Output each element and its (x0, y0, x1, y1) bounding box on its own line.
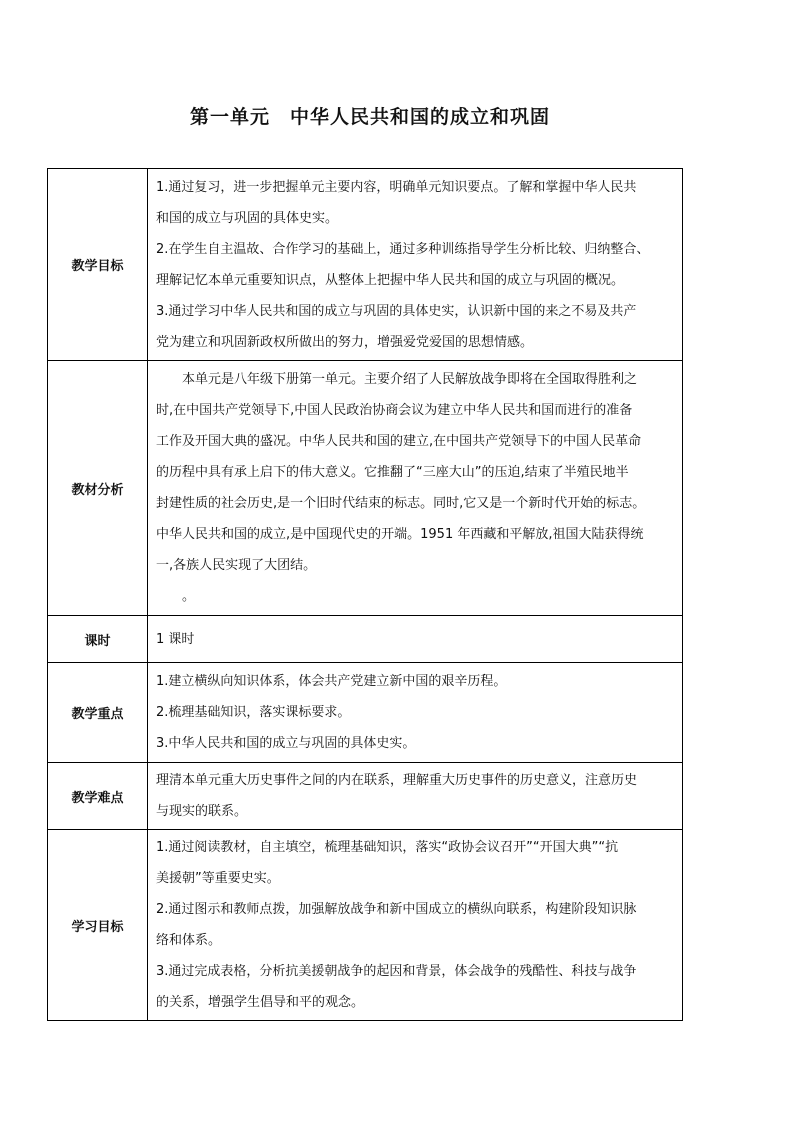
content-line: 工作及开国大典的盛况。中华人民共和国的建立,在中国共产党领导下的中国人民革命 (156, 434, 642, 449)
table-row-teaching-difficulties (48, 763, 683, 830)
page-title: 第一单元 中华人民共和国的成立和巩固 (189, 106, 550, 128)
row-label: 教学重点 (48, 663, 148, 763)
row-content (148, 169, 683, 361)
row-content (148, 830, 683, 1021)
content-line: 1 课时 (156, 631, 195, 647)
table-row-material-analysis (48, 361, 683, 616)
content-line: 3.通过学习中华人民共和国的成立与巩固的具体史实，认识新中国的来之不易及共产 (156, 303, 637, 319)
content-line: 2.在学生自主温故、合作学习的基础上，通过多种训练指导学生分析比较、归纳整合、 (156, 241, 650, 257)
content-line: 理清本单元重大历史事件之间的内在联系，理解重大历史事件的历史意义，注意历史 (156, 773, 638, 788)
content-line: 的历程中具有承上启下的伟大意义。它推翻了“三座大山”的压迫,结束了半殖民地半 (156, 465, 629, 480)
row-content (148, 361, 683, 616)
content-line: 络和体系。 (156, 933, 222, 948)
content-line: 理解记忆本单元重要知识点，从整体上把握中华人民共和国的成立与巩固的概况。 (156, 272, 625, 288)
content-line: 美援朝”等重要史实。 (156, 871, 280, 886)
content-line: 2.梳理基础知识，落实课标要求。 (156, 705, 351, 720)
content-line: 与现实的联系。 (156, 804, 248, 819)
content-line: 3.中华人民共和国的成立与巩固的具体史实。 (156, 736, 416, 751)
content-line: 2.通过图示和教师点拨，加强解放战争和新中国成立的横纵向联系，构建阶段知识脉 (156, 902, 637, 917)
content-line: 1.建立横纵向知识体系，体会共产党建立新中国的艰辛历程。 (156, 674, 507, 689)
content-line: 党为建立和巩固新政权所做出的努力，增强爱党爱国的思想情感。 (156, 334, 534, 350)
content-line: 时,在中国共产党领导下,中国人民政治协商会议为建立中华人民共和国而进行的准备 (156, 403, 633, 418)
content-line: 。 (182, 589, 196, 604)
row-content (148, 663, 683, 763)
row-label: 学习目标 (48, 830, 148, 1021)
row-label: 教学目标 (48, 169, 148, 361)
table-row-learning-objectives (48, 830, 683, 1021)
row-label: 课时 (48, 616, 148, 663)
row-label: 教材分析 (48, 361, 148, 616)
content-line: 的关系，增强学生倡导和平的观念。 (156, 995, 365, 1010)
table-row-teaching-focus (48, 663, 683, 763)
row-content (148, 616, 683, 663)
lesson-plan-table (47, 168, 683, 1021)
content-line: 封建性质的社会历史,是一个旧时代结束的标志。同时,它又是一个新时代开始的标志。 (156, 496, 646, 511)
content-line: 中华人民共和国的成立,是中国现代史的开端。1951 年西藏和平解放,祖国大陆获得统 (156, 527, 644, 542)
table-row-class-hours (48, 616, 683, 663)
content-line: 一,各族人民实现了大团结。 (156, 558, 317, 573)
table-row-teaching-objectives (48, 169, 683, 361)
content-line: 本单元是八年级下册第一单元。主要介绍了人民解放战争即将在全国取得胜利之 (182, 372, 638, 387)
content-line: 1.通过阅读教材，自主填空，梳理基础知识，落实“政协会议召开”“开国大典”“抗 (156, 840, 619, 855)
content-line: 和国的成立与巩固的具体史实。 (156, 210, 339, 226)
content-line: 1.通过复习，进一步把握单元主要内容，明确单元知识要点。了解和掌握中华人民共 (156, 179, 637, 195)
content-line: 3.通过完成表格，分析抗美援朝战争的起因和背景，体会战争的残酷性、科技与战争 (156, 964, 637, 979)
row-content (148, 763, 683, 830)
row-label: 教学难点 (48, 763, 148, 830)
